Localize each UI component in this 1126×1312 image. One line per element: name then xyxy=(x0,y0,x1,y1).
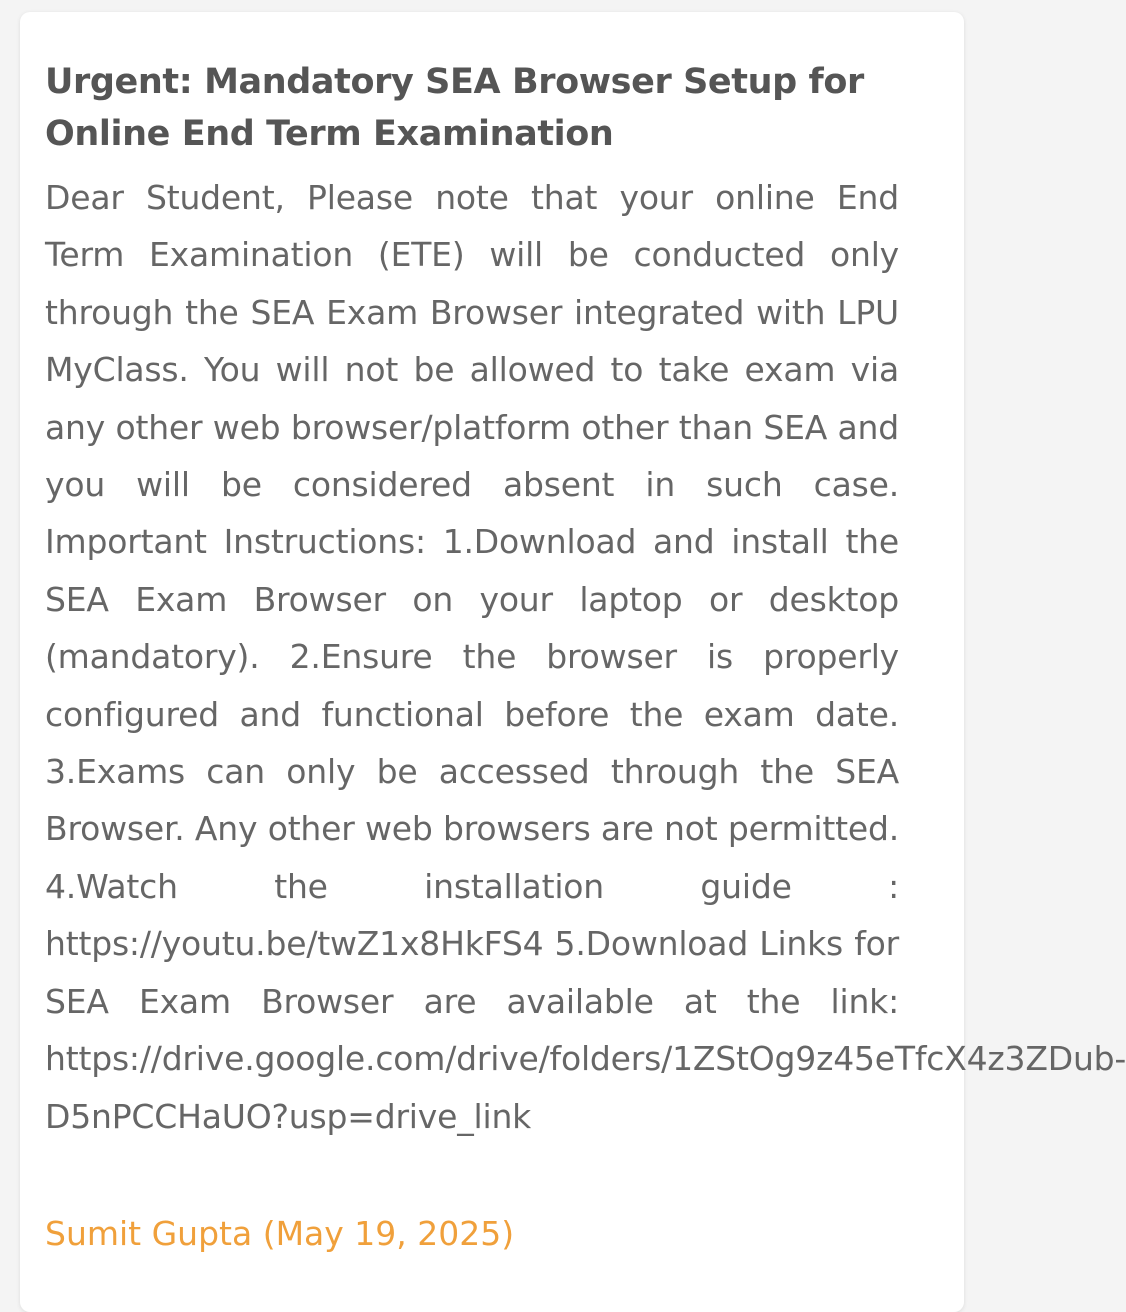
announcement-body: Dear Student, Please note that your online End Term Examination (ETE) will be conducted only through the SEA Exam Browser integrated with LPU MyClass. You will not be allowed to take exam via any other web browser/platform other than SEA and you will be considered absent in such case. Important Instructions: 1.Download and install the SEA Exam Browser on your laptop or desktop (mandatory). 2.Ensure the browser is properly configured and functional before the exam date. 3.Exams can only be accessed through the SEA Browser. Any other web browsers are not permitted. 4.Watch the installation guide : https://youtu.be/twZ1x8HkFS4 5.Download Links for SEA Exam Browser are available at the link: https://drive.google.com/drive/folders/1ZStOg9z45eTfcX4z3ZDub-D5nPCCHaUO?usp=drive_link xyxy=(45,178,1126,1136)
announcement-author: Sumit Gupta (May 19, 2025) xyxy=(45,1214,515,1253)
announcement-title: Urgent: Mandatory SEA Browser Setup for Online End Term Examination xyxy=(45,62,864,154)
